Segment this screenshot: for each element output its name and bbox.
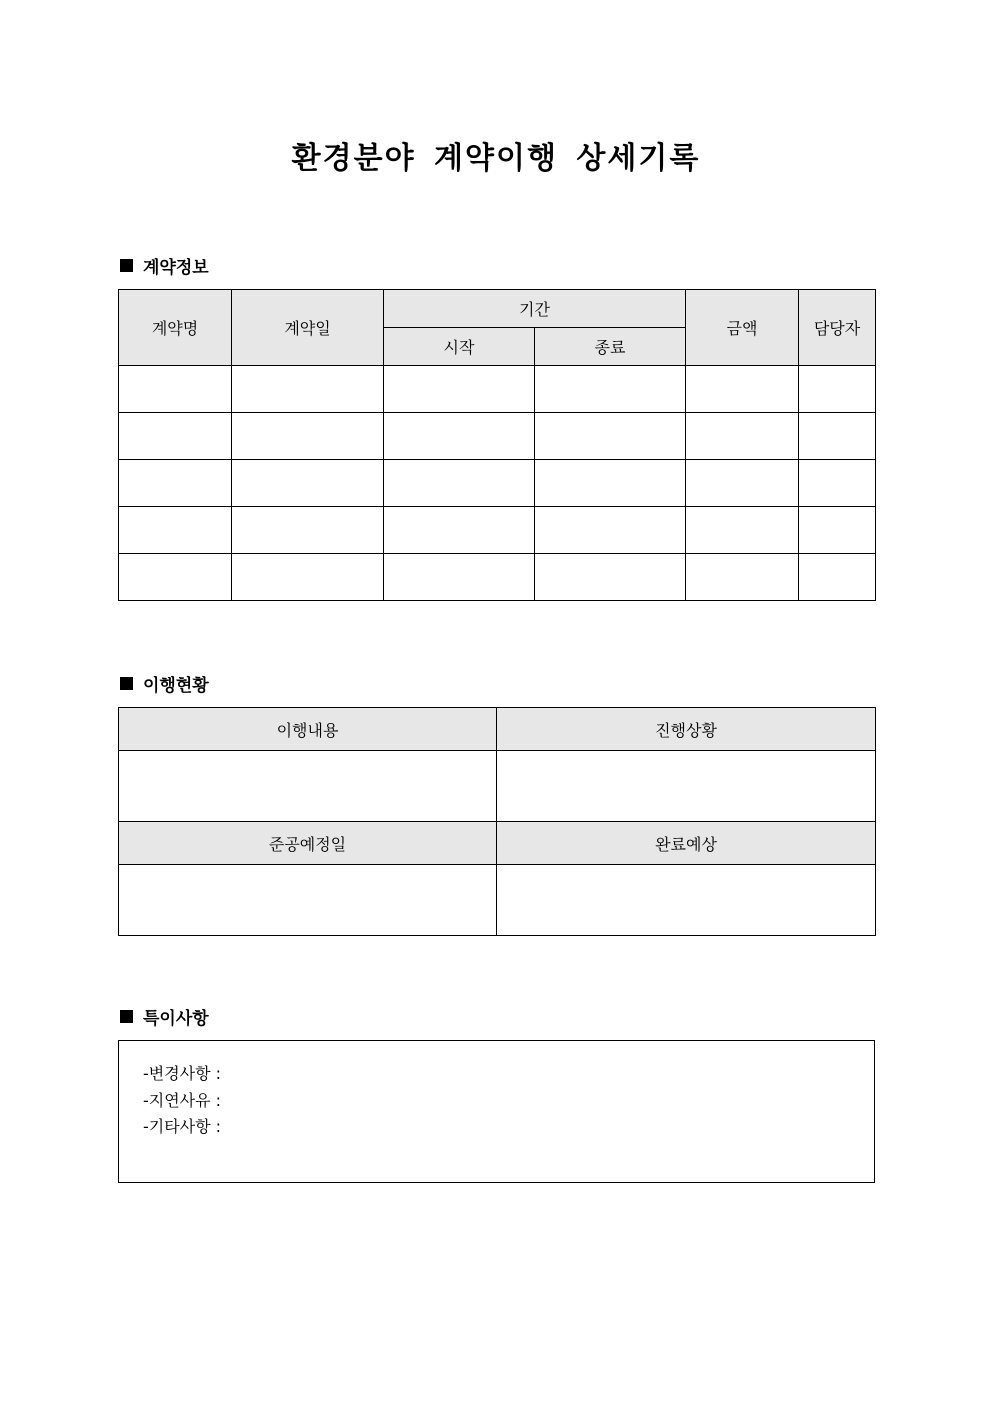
column-header-contract-name: 계약명 — [119, 290, 232, 366]
table-cell[interactable] — [799, 460, 876, 507]
note-line-delay-reason: -지연사유 : — [143, 1091, 222, 1110]
table-cell[interactable] — [232, 554, 384, 601]
table-cell[interactable] — [232, 413, 384, 460]
table-cell[interactable] — [232, 507, 384, 554]
table-row — [119, 460, 876, 507]
note-line-changes: -변경사항 : — [143, 1064, 222, 1083]
table-cell[interactable] — [799, 366, 876, 413]
section-heading-label: 특이사항 — [143, 1009, 209, 1029]
table-cell[interactable] — [686, 507, 799, 554]
performance-table — [118, 707, 876, 936]
table-cell[interactable] — [384, 366, 535, 413]
table-cell[interactable] — [799, 507, 876, 554]
completion-date-field[interactable] — [119, 865, 497, 936]
table-cell[interactable] — [232, 366, 384, 413]
table-row — [119, 507, 876, 554]
table-cell[interactable] — [535, 366, 686, 413]
label-completion-date: 준공예정일 — [119, 822, 497, 865]
table-cell[interactable] — [384, 460, 535, 507]
table-cell[interactable] — [232, 460, 384, 507]
section-heading-special-notes — [120, 1004, 209, 1029]
progress-field[interactable] — [497, 751, 876, 822]
table-row — [119, 366, 876, 413]
page-title: 환경분야 계약이행 상세기록 — [291, 141, 701, 176]
table-cell[interactable] — [535, 413, 686, 460]
column-header-contract-date: 계약일 — [232, 290, 384, 366]
table-cell[interactable] — [119, 554, 232, 601]
table-row — [119, 413, 876, 460]
table-cell[interactable] — [119, 507, 232, 554]
table-row — [119, 554, 876, 601]
table-cell[interactable] — [119, 413, 232, 460]
contract-info-table — [118, 289, 876, 601]
column-header-start: 시작 — [384, 328, 535, 366]
note-line-other: -기타사항 : — [143, 1117, 222, 1136]
table-cell[interactable] — [686, 366, 799, 413]
label-progress: 진행상황 — [497, 708, 876, 751]
section-heading-contract-info — [120, 253, 209, 278]
section-heading-label: 계약정보 — [143, 258, 209, 278]
table-cell[interactable] — [799, 554, 876, 601]
table-cell[interactable] — [686, 460, 799, 507]
table-cell[interactable] — [119, 460, 232, 507]
label-expected-completion: 완료예상 — [497, 822, 876, 865]
table-cell[interactable] — [384, 413, 535, 460]
table-cell[interactable] — [384, 554, 535, 601]
table-cell[interactable] — [119, 366, 232, 413]
column-header-amount: 금액 — [686, 290, 799, 366]
special-notes-box[interactable] — [118, 1040, 875, 1183]
square-bullet-icon — [120, 259, 133, 272]
expected-completion-field[interactable] — [497, 865, 876, 936]
column-header-end: 종료 — [535, 328, 686, 366]
table-cell[interactable] — [535, 460, 686, 507]
column-header-manager: 담당자 — [799, 290, 876, 366]
table-cell[interactable] — [535, 507, 686, 554]
table-cell[interactable] — [686, 554, 799, 601]
label-content: 이행내용 — [119, 708, 497, 751]
table-cell[interactable] — [799, 413, 876, 460]
content-field[interactable] — [119, 751, 497, 822]
table-cell[interactable] — [384, 507, 535, 554]
square-bullet-icon — [120, 677, 133, 690]
table-cell[interactable] — [686, 413, 799, 460]
column-header-period: 기간 — [384, 290, 686, 328]
table-cell[interactable] — [535, 554, 686, 601]
section-heading-performance — [120, 671, 209, 696]
square-bullet-icon — [120, 1010, 133, 1023]
section-heading-label: 이행현황 — [143, 676, 209, 696]
